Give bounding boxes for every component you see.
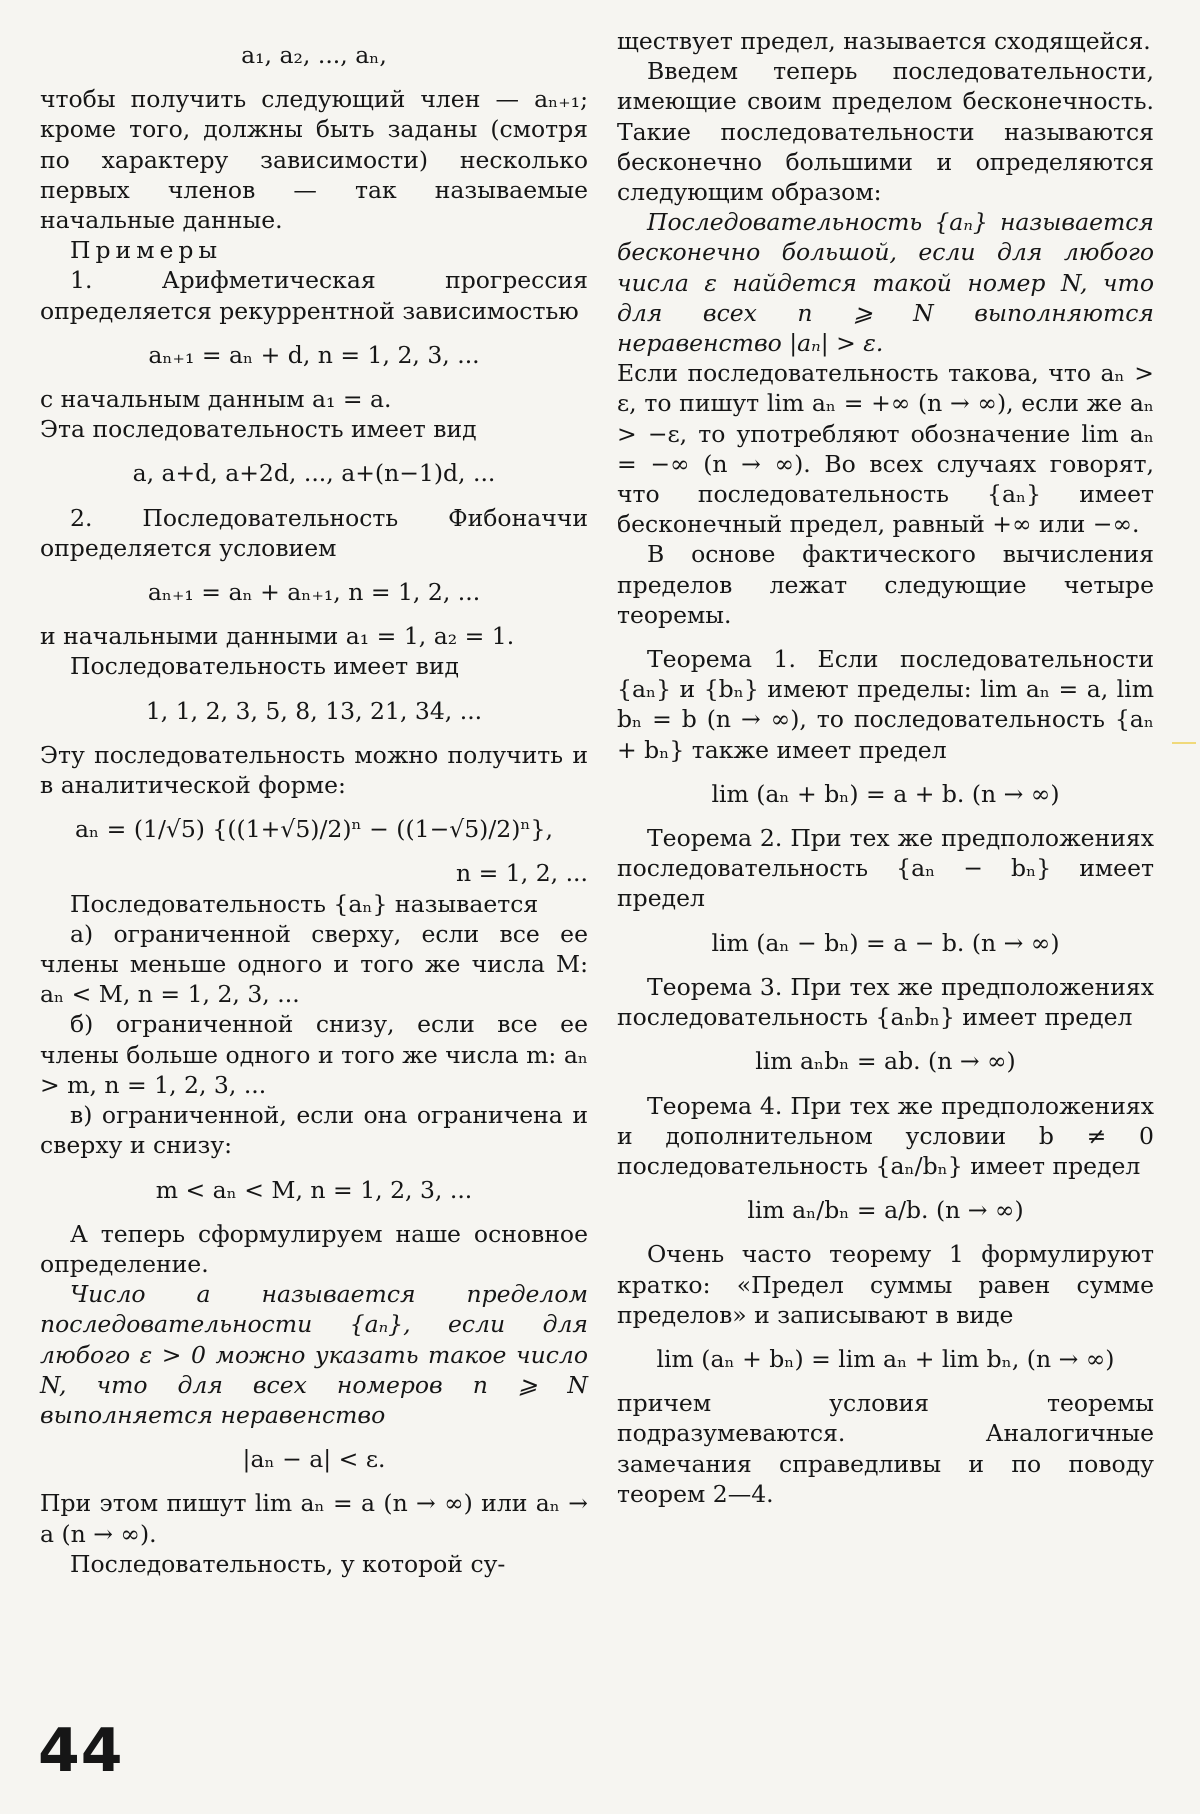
formula: n = 1, 2, ... xyxy=(456,859,588,888)
paragraph: Если последовательность такова, что aₙ > ε, то пишут lim aₙ = +∞ (n → ∞), если же aₙ > −ε, то употребляют обозначение lim aₙ = −∞ (n → ∞). Во всех случаях говорят, что последовательность {aₙ} имеет бесконечный предел, равный +∞ или −∞. xyxy=(617,359,1154,539)
formula: |aₙ − a| < ε. xyxy=(242,1445,386,1474)
formula: aₙ = (1/√5) {((1+√5)/2)ⁿ − ((1−√5)/2)ⁿ}, xyxy=(75,815,553,844)
formula: 1, 1, 2, 3, 5, 8, 13, 21, 34, ... xyxy=(145,696,483,725)
formula: lim aₙbₙ = ab. (n → ∞) xyxy=(755,1047,1016,1076)
section-heading: Примеры xyxy=(70,236,223,265)
formula: lim (aₙ + bₙ) = a + b. (n → ∞) xyxy=(711,779,1060,808)
page-number: 44 xyxy=(38,1716,124,1786)
paragraph: А теперь сформулируем наше основное определение. xyxy=(40,1219,588,1278)
paragraph: В основе фактического вычисления пределов лежат следующие четыре теоремы. xyxy=(617,540,1154,629)
paragraph: а) ограниченной сверху, если все ее члены меньше одного и того же числа M: aₙ < M, n = 1, 2, 3, ... xyxy=(40,919,588,1009)
paragraph: При этом пишут lim aₙ = a (n → ∞) или aₙ → a (n → ∞). xyxy=(40,1489,588,1548)
formula: lim aₙ/bₙ = a/b. (n → ∞) xyxy=(747,1196,1024,1225)
paragraph: Эту последовательность можно получить и в аналитической форме: xyxy=(40,740,588,800)
formula: aₙ₊₁ = aₙ + aₙ₊₁, n = 1, 2, ... xyxy=(147,578,481,607)
paragraph: Последовательность, у которой су- xyxy=(70,1549,506,1578)
theorem-paragraph: Теорема 4. При тех же предположениях и дополнительном условии b ≠ 0 последовательность {aₙ/bₙ} имеет предел xyxy=(617,1091,1154,1180)
definition-paragraph: Последовательность {aₙ} называется бесконечно большой, если для любого числа ε найдется такой номер N, что для всех n ⩾ N выполняются неравенство |aₙ| > ε. xyxy=(617,208,1154,358)
left-column xyxy=(40,26,588,1579)
paragraph: Введем теперь последовательности, имеющие своим пределом бесконечность. Такие последовательности называются бесконечно большими и определяются следующим образом: xyxy=(617,57,1154,207)
right-column xyxy=(617,26,1154,1509)
paragraph: Последовательность {aₙ} называется xyxy=(70,889,539,918)
definition-paragraph: Число a называется пределом последовательности {aₙ}, если для любого ε > 0 можно указать такое число N, что для всех номеров n ⩾ N выполняется неравенство xyxy=(40,1280,588,1429)
paragraph: 1. Арифметическая прогрессия определяется рекуррентной зависимостью xyxy=(40,266,588,325)
paragraph: Эта последовательность имеет вид xyxy=(40,415,477,444)
paragraph: причем условия теоремы подразумеваются. Аналогичные замечания справедливы и по поводу теорем 2—4. xyxy=(617,1389,1154,1508)
paragraph: и начальными данными a₁ = 1, a₂ = 1. xyxy=(40,622,515,651)
paragraph: Очень часто теорему 1 формулируют кратко: «Предел суммы равен сумме пределов» и записывают в виде xyxy=(617,1240,1154,1329)
paragraph: чтобы получить следующий член — aₙ₊₁; кроме того, должны быть заданы (смотря по характеру зависимости) несколько первых членов — так называемые начальные данные. xyxy=(40,85,588,235)
paragraph: ществует предел, называется сходящейся. xyxy=(617,27,1151,55)
formula: m < aₙ < M, n = 1, 2, 3, ... xyxy=(155,1175,473,1204)
formula: lim (aₙ − bₙ) = a − b. (n → ∞) xyxy=(711,928,1060,957)
formula: a₁, a₂, ..., aₙ, xyxy=(241,41,387,69)
formula: lim (aₙ + bₙ) = lim aₙ + lim bₙ, (n → ∞) xyxy=(656,1344,1115,1373)
paragraph: Последовательность имеет вид xyxy=(70,652,459,681)
formula: a, a+d, a+2d, ..., a+(n−1)d, ... xyxy=(132,459,496,488)
paragraph: с начальным данным a₁ = a. xyxy=(40,385,392,414)
theorem-paragraph: Теорема 3. При тех же предположениях последовательность {aₙbₙ} имеет предел xyxy=(617,972,1154,1032)
paragraph: 2. Последовательность Фибоначчи определяется условием xyxy=(40,503,588,562)
formula: aₙ₊₁ = aₙ + d, n = 1, 2, 3, ... xyxy=(148,340,480,369)
margin-highlight-mark xyxy=(1172,742,1196,744)
theorem-paragraph: Теорема 2. При тех же предположениях последовательность {aₙ − bₙ} имеет предел xyxy=(617,824,1154,913)
paragraph: в) ограниченной, если она ограничена и сверху и снизу: xyxy=(40,1101,588,1160)
theorem-paragraph: Теорема 1. Если последовательности {aₙ} и {bₙ} имеют пределы: lim aₙ = a, lim bₙ = b (n → ∞), то последовательность {aₙ + bₙ} также имеет предел xyxy=(617,645,1154,764)
paragraph: б) ограниченной снизу, если все ее члены больше одного и того же числа m: aₙ > m, n = 1, 2, 3, ... xyxy=(40,1010,588,1099)
